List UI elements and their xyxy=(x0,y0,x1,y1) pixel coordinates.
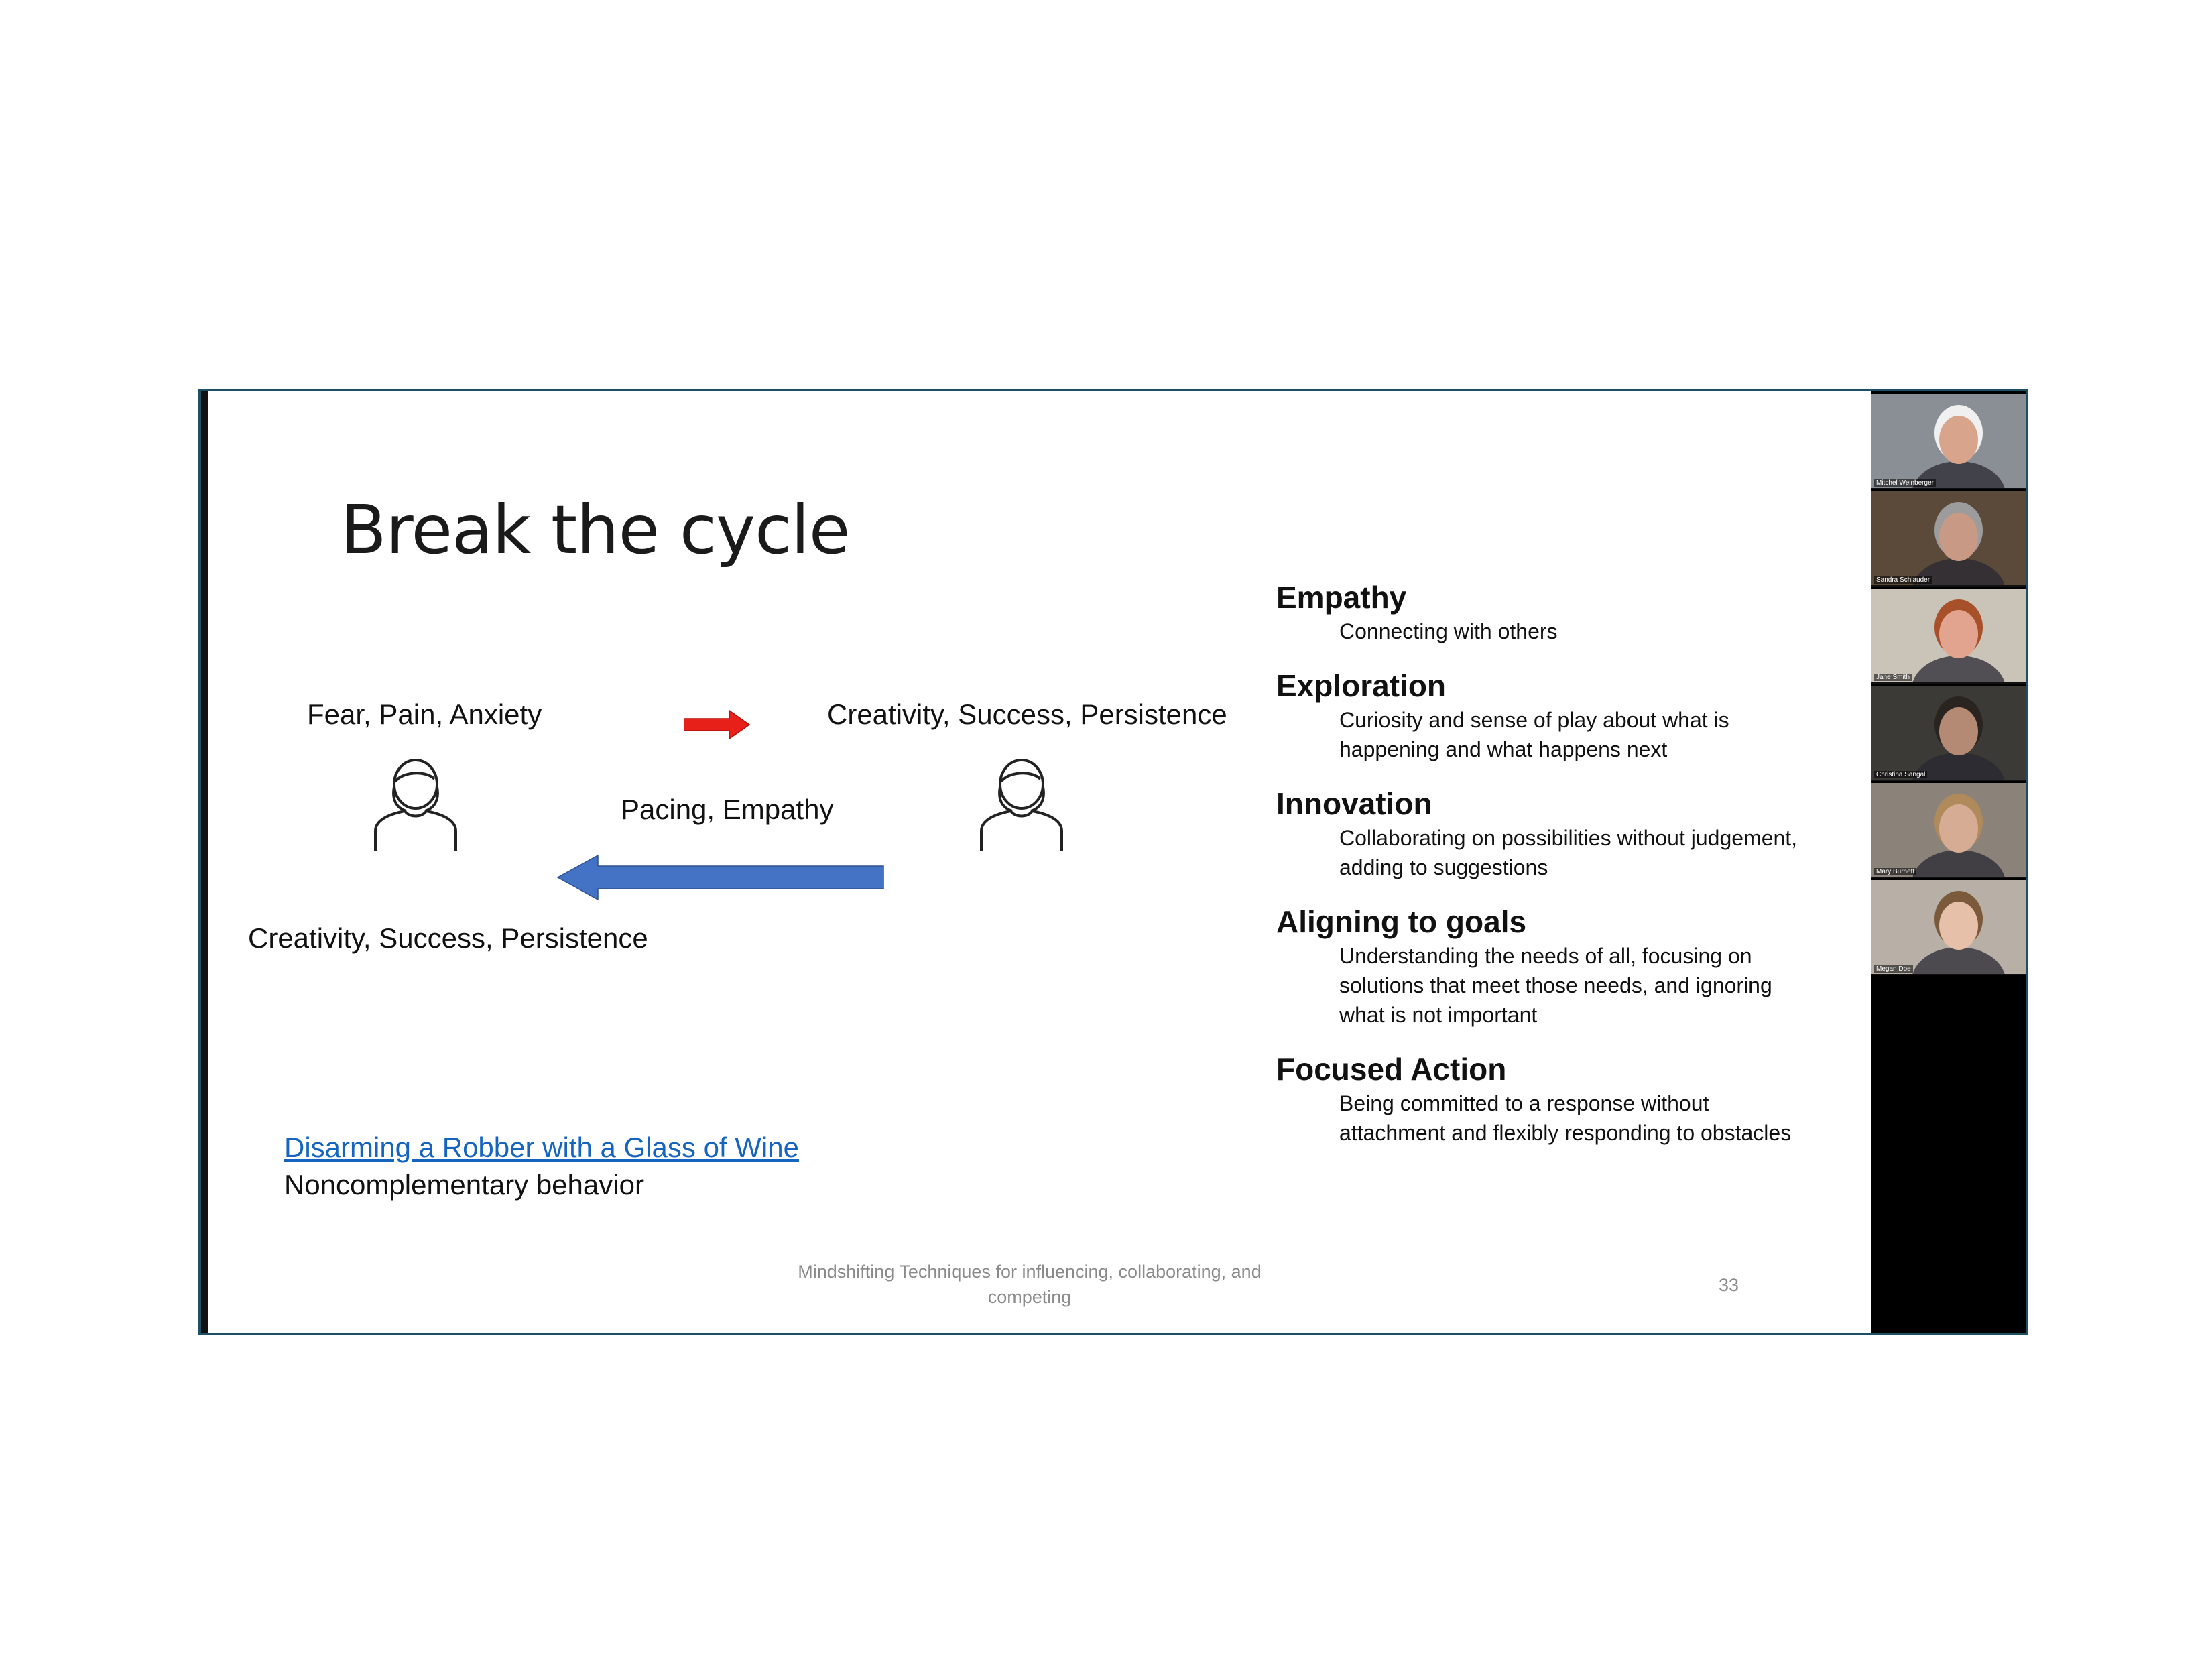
participant-silhouette-icon xyxy=(1871,589,2028,682)
concept-item xyxy=(1276,578,1866,646)
participant-video-tile[interactable] xyxy=(1871,394,2028,489)
concept-heading: Aligning to goals xyxy=(1276,904,1527,939)
concept-description-line: what is not important xyxy=(1339,1003,1538,1027)
participant-name: Christina Sangal xyxy=(1874,771,1927,778)
participant-video-panel xyxy=(1871,391,2028,1333)
person-outline-icon xyxy=(977,752,1066,853)
participant-silhouette-icon xyxy=(1871,783,2028,877)
concept-item xyxy=(1276,1050,1866,1148)
participant-video-tile[interactable] xyxy=(1871,686,2028,781)
participant-name: Megan Doe xyxy=(1874,965,1913,973)
participant-video-tile[interactable] xyxy=(1871,880,2028,975)
participant-silhouette-icon xyxy=(1871,491,2028,585)
video-link[interactable]: Disarming a Robber with a Glass of Wine xyxy=(284,1131,799,1163)
concept-description-line: Curiosity and sense of play about what is xyxy=(1339,708,1729,732)
concept-description-line: Collaborating on possibilities without judgement, xyxy=(1339,826,1798,850)
concept-item xyxy=(1276,784,1866,882)
concept-description-line: Connecting with others xyxy=(1339,619,1558,643)
label-creativity-bottom: Creativity, Success, Persistence xyxy=(248,922,648,954)
blue-left-arrow-icon xyxy=(556,854,885,901)
participant-name: Mitchel Weinberger xyxy=(1874,479,1936,487)
page-number: 33 xyxy=(1719,1275,1739,1295)
red-right-arrow-icon xyxy=(684,708,751,741)
slide-title: Break the cycle xyxy=(341,491,850,569)
concept-description-line: happening and what happens next xyxy=(1339,737,1668,761)
participant-video-tile[interactable] xyxy=(1871,783,2028,878)
concept-description-line: Understanding the needs of all, focusing on xyxy=(1339,944,1752,968)
participant-name: Jane Smith xyxy=(1874,674,1912,681)
concept-description-line: attachment and flexibly responding to obstacles xyxy=(1339,1121,1792,1145)
concept-item xyxy=(1276,902,1866,1030)
person-outline-icon xyxy=(371,752,460,853)
presentation-slide xyxy=(208,391,1876,1335)
participant-video-tile[interactable] xyxy=(1871,589,2028,684)
concept-heading: Exploration xyxy=(1276,668,1447,703)
participant-name: Mary Burnett xyxy=(1874,868,1916,875)
participant-name: Sandra Schlauder xyxy=(1874,576,1932,584)
concept-heading: Empathy xyxy=(1276,580,1407,615)
slide-footer xyxy=(775,1259,1284,1310)
participant-silhouette-icon xyxy=(1871,394,2028,488)
concept-description-line: Being committed to a response without xyxy=(1339,1091,1709,1115)
slide-edge xyxy=(201,391,208,1333)
footer-line-2: competing xyxy=(987,1287,1072,1307)
concept-heading: Innovation xyxy=(1276,786,1432,821)
label-fear-pain-anxiety: Fear, Pain, Anxiety xyxy=(307,698,542,730)
participant-silhouette-icon xyxy=(1871,686,2028,780)
concept-description-line: solutions that meet those needs, and ignoring xyxy=(1339,973,1772,997)
concept-item xyxy=(1276,666,1866,764)
participant-silhouette-icon xyxy=(1871,880,2028,974)
concept-description-line: adding to suggestions xyxy=(1339,855,1548,879)
screen-share-frame xyxy=(198,389,2028,1335)
concepts-list xyxy=(1276,578,1866,1168)
label-pacing-empathy: Pacing, Empathy xyxy=(621,794,834,825)
footer-line-1: Mindshifting Techniques for influencing, collaborating, and xyxy=(798,1262,1262,1282)
participant-video-tile[interactable] xyxy=(1871,491,2028,587)
link-subtitle: Noncomplementary behavior xyxy=(284,1169,644,1201)
label-creativity-top: Creativity, Success, Persistence xyxy=(827,698,1227,730)
concept-heading: Focused Action xyxy=(1276,1052,1507,1087)
